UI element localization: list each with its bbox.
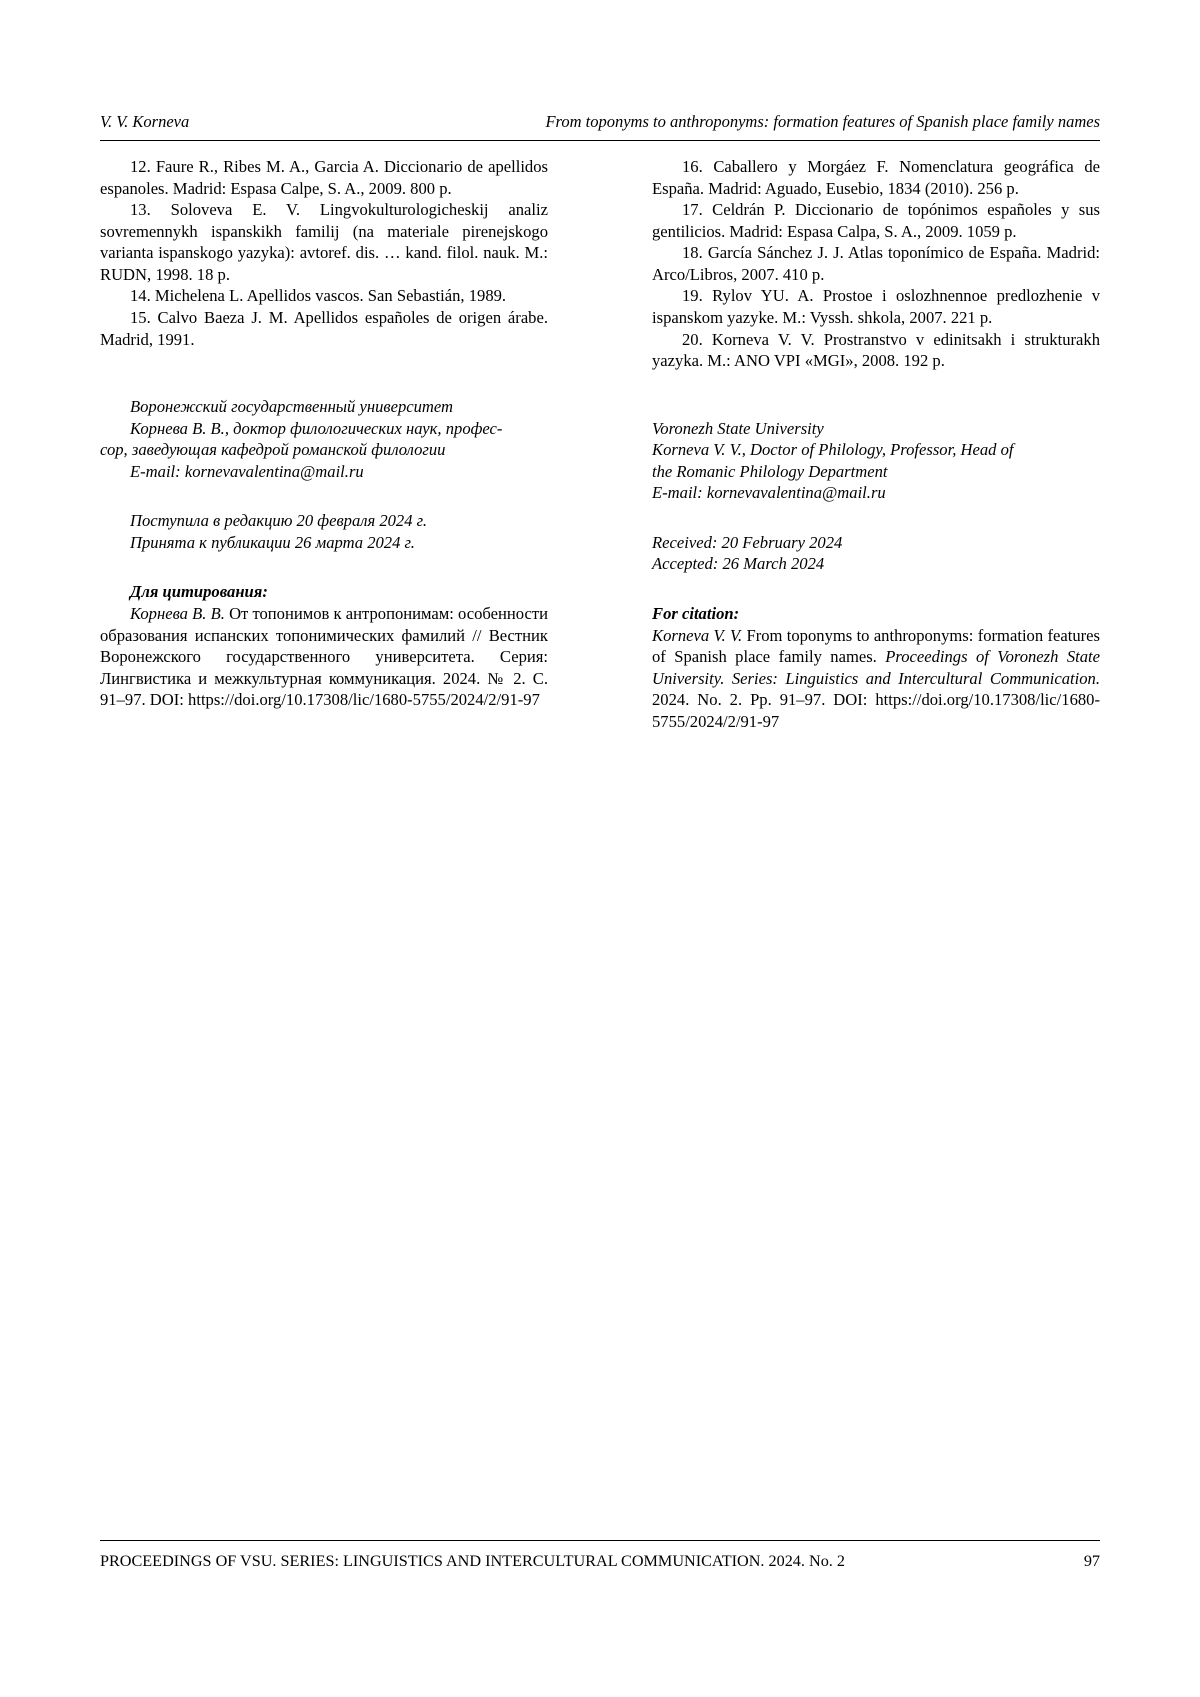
reference-item: 19. Rylov YU. A. Prostoe i oslozhnennoe predlozhenie v ispanskom yazyke. M.: Vyssh. shkola, 2007. 221 p.: [652, 286, 1100, 327]
citation-journal: Proceedings of Voronezh State University. Series: Linguistics and Intercultural Communication.: [652, 647, 1100, 688]
reference-item: 14. Michelena L. Apellidos vascos. San Sebastián, 1989.: [130, 286, 507, 306]
footer-rule: [100, 1540, 1100, 1541]
reference-item: 15. Calvo Baeza J. M. Apellidos españoles de origen árabe. Madrid, 1991.: [100, 307, 548, 349]
reference-item: 17. Celdrán P. Diccionario de topónimos españoles y sus gentilicios. Madrid: Espasa Calpa, S. A., 2009. 1059 p.: [652, 200, 1100, 241]
page-number: 97: [1083, 1552, 1100, 1570]
affiliation-en: [652, 418, 1100, 504]
citation-text-after: 2024. No. 2. Pp. 91–97. DOI: https://doi.org/10.17308/lic/1680-5755/2024/2/91-97: [652, 690, 1100, 731]
affiliation-institution: Voronezh State University: [652, 418, 824, 438]
affiliation-email: E-mail: kornevavalentina@mail.ru: [652, 483, 886, 503]
affiliation-author-line-2: the Romanic Philology Department: [652, 461, 888, 481]
accepted-date: Accepted: 26 March 2024: [652, 554, 825, 574]
affiliation-email: E-mail: kornevavalentina@mail.ru: [130, 461, 364, 481]
received-date: Поступила в редакцию 20 февраля 2024 г.: [130, 511, 428, 531]
affiliation-author-line-2: сор, заведующая кафедрой романской филологии: [100, 440, 446, 460]
dates-ru: [100, 510, 548, 553]
received-date: Received: 20 February 2024: [652, 532, 843, 552]
affiliation-institution: Воронежский государственный университет: [130, 397, 454, 417]
reference-item: 13. Soloveva E. V. Lingvokulturologicheskij analiz sovremennykh ispanskikh familij (na materiale pirenejskogo varianta ispanskogo yazyka): avtoref. dis. … kand. filol. nauk. M.: RUDN, 1998. 18 p.: [100, 200, 548, 284]
citation-author: Корнева В. В.: [130, 604, 225, 623]
affiliation-author-line-1: Korneva V. V., Doctor of Philology, Professor, Head of: [652, 440, 1014, 460]
citation-body: [652, 625, 1100, 733]
citation-text-before: From toponyms to anthroponyms: formation features of Spanish place family names.: [652, 625, 1101, 667]
right-column: [652, 156, 1100, 732]
dates-en: [652, 532, 1100, 575]
citation-text: От топонимов к антропонимам: особенности образования испанских топонимических фамилий // Вестник Воронежского государственного университета. Серия: Лингвистика и межкультурная коммуникация. 2024. № 2. С. 91–97. DOI: https://doi.org/10.17308/lic/1680-5755/2024/2/91-97: [100, 604, 548, 710]
citation-en: [652, 603, 1100, 732]
citation-body: [100, 603, 548, 711]
citation-ru: [100, 581, 548, 710]
citation-heading: Для цитирования:: [130, 582, 268, 602]
reference-item: 20. Korneva V. V. Prostranstvo v edinitsakh i strukturakh yazyka. M.: ANO VPI «MGI», 2008. 192 p.: [652, 329, 1100, 371]
reference-item: 18. García Sánchez J. J. Atlas toponímico de España. Madrid: Arco/Libros, 2007. 410 p.: [652, 243, 1100, 284]
running-head-author: V. V. Korneva: [100, 112, 190, 131]
citation-heading: For citation:: [652, 604, 740, 623]
affiliation-author-line-1: Корнева В. В., доктор филологических наук, профес-: [130, 418, 503, 438]
accepted-date: Принята к публикации 26 марта 2024 г.: [130, 532, 415, 552]
footer-journal-title: PROCEEDINGS OF VSU. SERIES: LINGUISTICS AND INTERCULTURAL COMMUNICATION. 2024. No. 2: [100, 1552, 845, 1570]
document-page: [100, 0, 1100, 1697]
reference-item: 12. Faure R., Ribes M. A., Garcia A. Diccionario de apellidos espanoles. Madrid: Espasa Calpe, S. A., 2009. 800 p.: [100, 157, 548, 198]
citation-author: Korneva V. V.: [652, 625, 743, 645]
left-column: [100, 156, 548, 711]
running-head-title: From toponyms to anthroponyms: formation features of Spanish place family names: [545, 112, 1100, 131]
reference-item: 16. Caballero y Morgáez F. Nomenclatura geográfica de España. Madrid: Aguado, Eusebio, 1834 (2010). 256 p.: [652, 157, 1100, 198]
header-rule: [100, 140, 1100, 141]
affiliation-ru: [100, 396, 548, 482]
